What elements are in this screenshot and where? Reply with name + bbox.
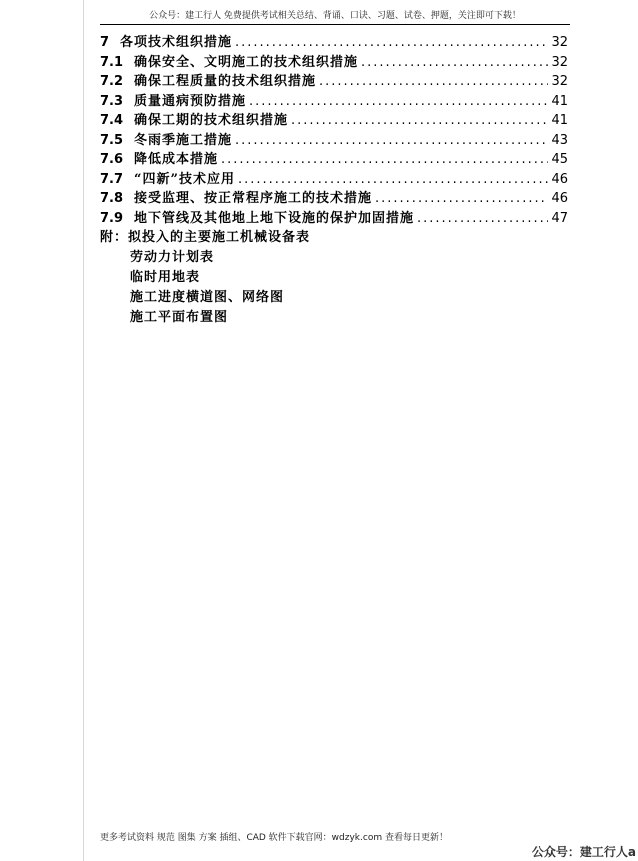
toc-row-7-7[interactable] <box>100 170 568 190</box>
toc-row-7-4[interactable] <box>100 111 568 131</box>
toc-row-7-2[interactable] <box>100 72 568 92</box>
toc-leader-dots <box>221 150 548 170</box>
appendix-item: 临时用地表 <box>130 270 201 285</box>
toc-title: 接受监理、按正常程序施工的技术措施 <box>134 191 373 206</box>
toc-leader-dots <box>361 53 548 73</box>
toc-leader-dots <box>249 92 548 112</box>
toc-row-7-8[interactable] <box>100 189 568 209</box>
toc-number: 7.6 <box>100 152 124 167</box>
toc-page-number: 46 <box>551 171 568 187</box>
header-rule <box>100 24 570 25</box>
toc-number: 7 <box>100 35 110 50</box>
appendix-item: 施工平面布置图 <box>130 310 229 325</box>
toc-number: 7.5 <box>100 132 124 148</box>
toc-leader-dots <box>417 209 548 229</box>
toc-title: 地下管线及其他地上地下设施的保护加固措施 <box>134 210 415 226</box>
toc-title: 确保工程质量的技术组织措施 <box>134 74 317 89</box>
table-of-contents <box>100 33 568 228</box>
toc-title: “四新”技术应用 <box>134 171 235 187</box>
toc-number: 7.8 <box>100 191 124 206</box>
toc-row-7-3[interactable] <box>100 92 568 112</box>
appendix-item: 劳动力计划表 <box>130 250 215 265</box>
toc-page-number: 41 <box>551 93 568 109</box>
toc-row-7[interactable] <box>100 33 568 53</box>
toc-page-number: 32 <box>551 54 568 70</box>
toc-page-number: 43 <box>551 132 568 148</box>
toc-leader-dots <box>319 72 548 92</box>
toc-row-7-5[interactable] <box>100 131 568 151</box>
header-note: 公众号：建工行人 免费提供考试相关总结、背诵、口诀、习题、试卷、押题，关注即可下载！ <box>149 11 521 21</box>
appendix-item: 施工进度横道图、网络图 <box>130 290 285 305</box>
toc-title: 确保工期的技术组织措施 <box>134 113 289 128</box>
toc-row-7-6[interactable] <box>100 150 568 170</box>
toc-number: 7.7 <box>100 171 124 187</box>
toc-page-number: 32 <box>551 35 568 50</box>
toc-leader-dots <box>375 189 548 209</box>
footer-note: 更多考试资料 规范 图集 方案 插组、CAD 软件下载官网：wdzyk.com 查看每日更新！ <box>100 833 448 843</box>
toc-leader-dots <box>235 33 548 53</box>
toc-page-number: 45 <box>551 152 568 167</box>
toc-page-number: 47 <box>551 210 568 226</box>
toc-page-number: 46 <box>551 191 568 206</box>
toc-number: 7.1 <box>100 54 124 70</box>
toc-title: 各项技术组织措施 <box>120 35 233 50</box>
brand-watermark: 公众号：建工行人a <box>531 845 636 859</box>
appendix-list <box>100 228 310 328</box>
toc-title: 冬雨季施工措施 <box>134 132 233 148</box>
toc-number: 7.2 <box>100 74 124 89</box>
toc-row-7-9[interactable] <box>100 209 568 229</box>
toc-page-number: 41 <box>551 113 568 128</box>
toc-title: 质量通病预防措施 <box>134 93 247 109</box>
toc-row-7-1[interactable] <box>100 53 568 73</box>
toc-leader-dots <box>238 170 548 190</box>
toc-number: 7.4 <box>100 113 124 128</box>
appendix-heading: 附：拟投入的主要施工机械设备表 <box>100 230 311 245</box>
toc-number: 7.9 <box>100 210 124 226</box>
toc-leader-dots <box>291 111 548 131</box>
toc-number: 7.3 <box>100 93 124 109</box>
toc-title: 降低成本措施 <box>134 152 219 167</box>
toc-page-number: 32 <box>551 74 568 89</box>
toc-leader-dots <box>235 131 548 151</box>
toc-title: 确保安全、文明施工的技术组织措施 <box>134 54 359 70</box>
